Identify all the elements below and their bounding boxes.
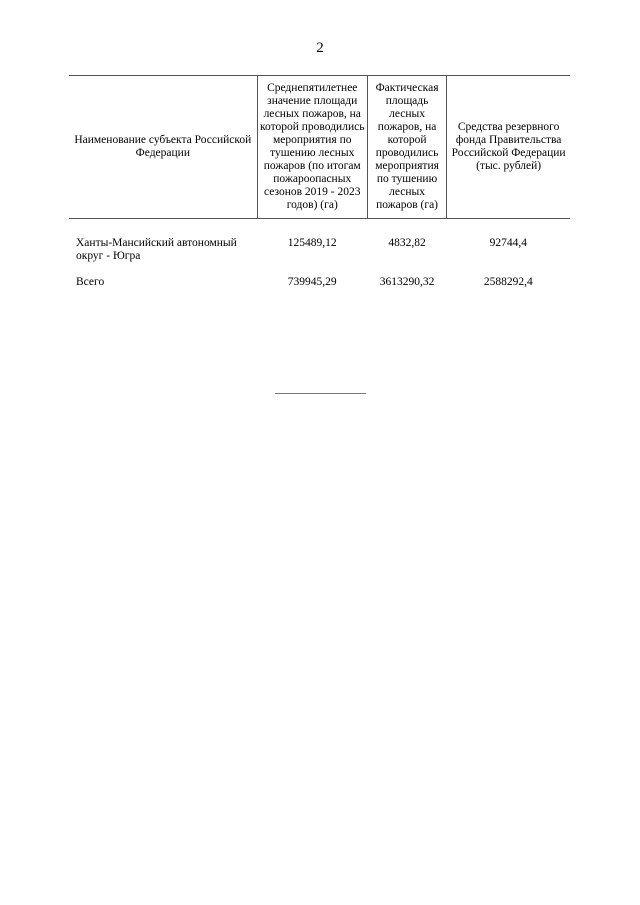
cell-total-actual-area: 3613290,32: [379, 276, 435, 288]
header-average-area: Среднепятилетнее значение площади лесных пожаров, на которой проводились мероприятия по тушению лесных пожаров (по итогам пожароопасных сезонов 2019 - 2023 годов) (га): [257, 76, 367, 219]
cell-actual-area: 4832,82: [388, 237, 426, 249]
cell-total-average-area: 739945,29: [287, 276, 337, 288]
header-subject-name: Наименование субъекта Российской Федерации: [69, 76, 257, 219]
cell-total-reserve-funds: 2588292,4: [483, 276, 533, 288]
header-reserve-funds: Средства резервного фонда Правительства Российской Федерации (тыс. рублей): [447, 76, 570, 219]
cell-subject-name: Ханты-Мансийский автономный округ - Югра: [76, 237, 237, 262]
table-body: [69, 219, 570, 291]
header-actual-area: Фактическая площадь лесных пожаров, на которой проводились мероприятия по тушению лесных пожаров (га): [367, 76, 446, 219]
forest-fire-table: [69, 75, 570, 290]
cell-reserve-funds: 92744,4: [489, 237, 528, 249]
cell-average-area: 125489,12: [287, 237, 337, 249]
header-row: [69, 76, 570, 219]
table-header: [69, 76, 570, 219]
table-row: [69, 219, 570, 265]
table-row-total: [69, 264, 570, 290]
end-of-document-rule: [275, 393, 366, 394]
page-number: 2: [316, 40, 324, 56]
cell-total-label: Всего: [76, 276, 105, 288]
